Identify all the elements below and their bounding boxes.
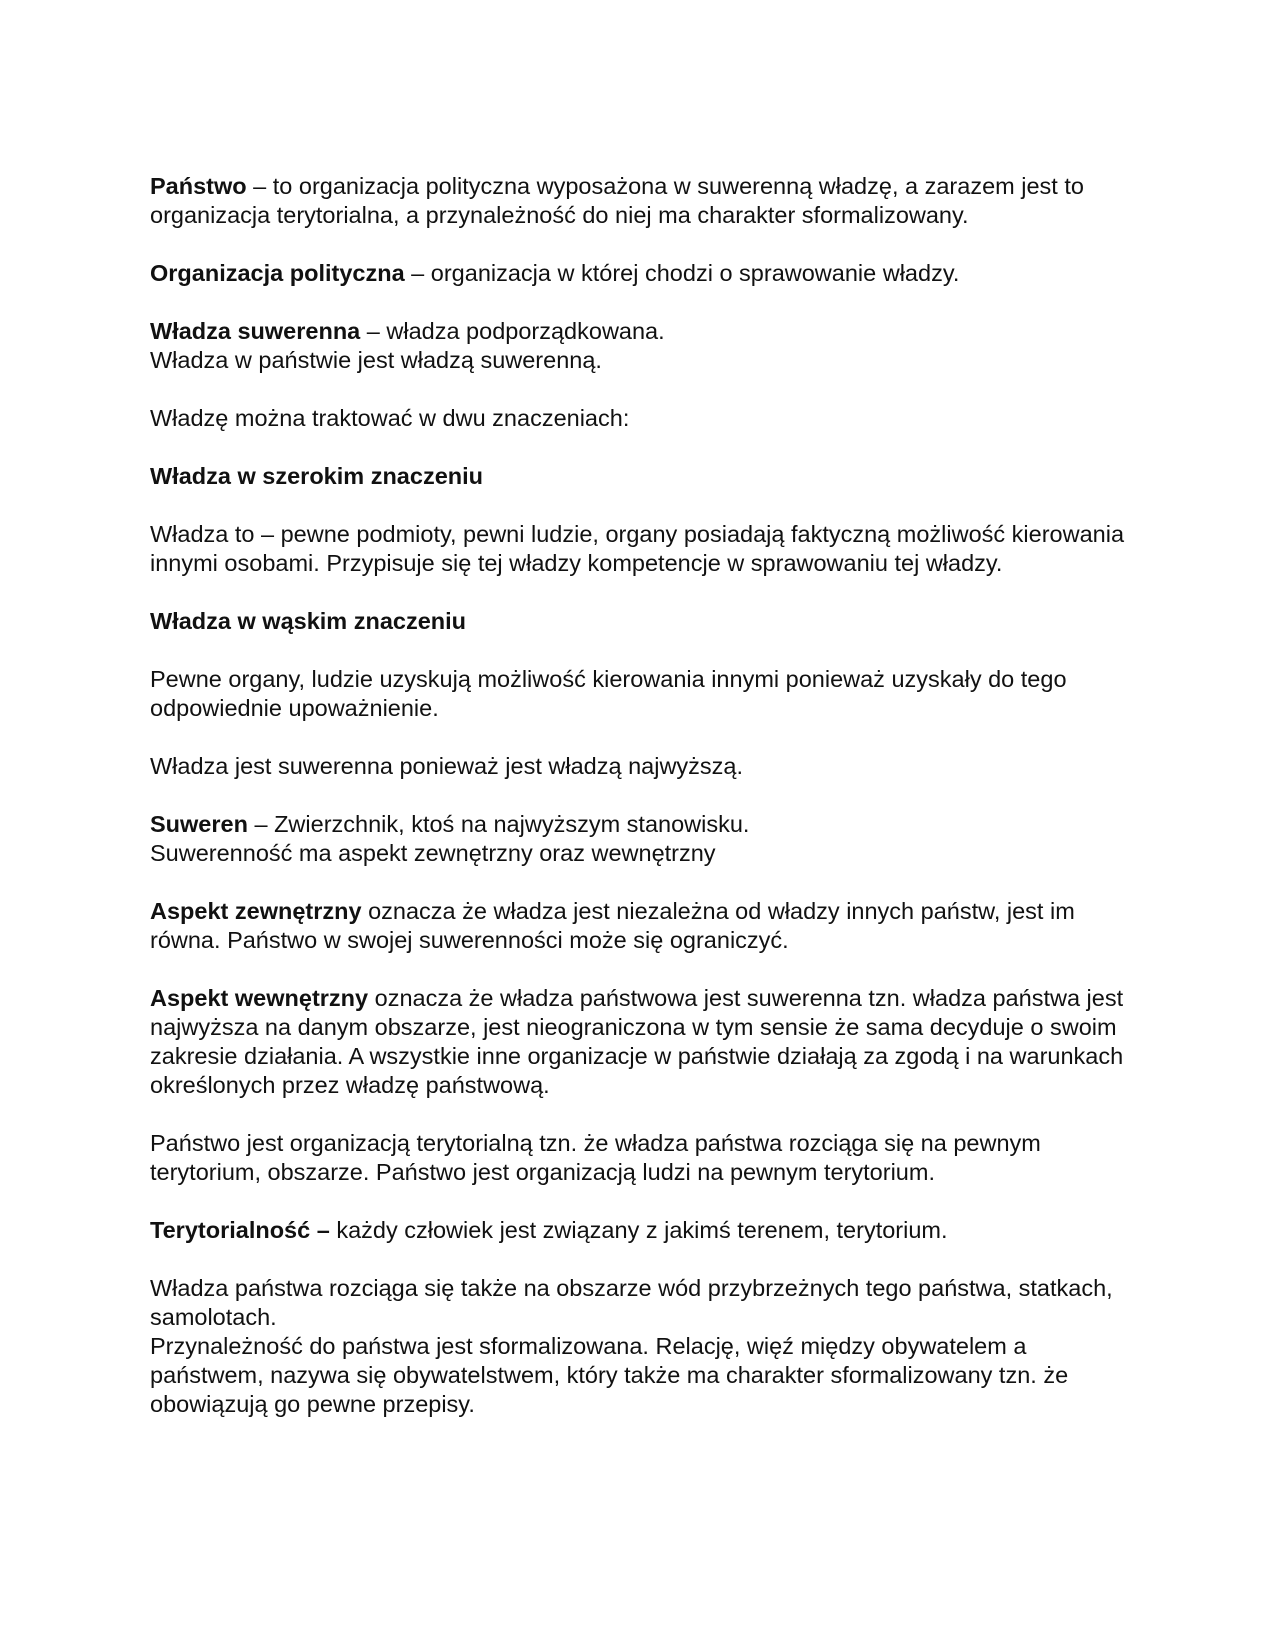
- heading-szerokie-znaczenie: Władza w szerokim znaczeniu: [150, 463, 484, 489]
- paragraph-aspekt-wewnetrzny: [150, 984, 1130, 1100]
- paragraph-wody-przybrzezne: Władza państwa rozciąga się także na obszarze wód przybrzeżnych tego państwa, statkach, samolotach.: [150, 1275, 1113, 1330]
- definition-organizacja-polityczna: – organizacja w której chodzi o sprawowanie władzy.: [404, 260, 960, 286]
- term-wladza-suwerenna: Władza suwerenna: [150, 318, 361, 344]
- paragraph-wladza-w-panstwie: Władza w państwie jest władzą suwerenną.: [150, 347, 602, 373]
- paragraph-wladza-suwerenna: [150, 317, 1130, 346]
- paragraph-organizacja-polityczna: [150, 259, 1130, 288]
- document-page: [150, 172, 1130, 1448]
- paragraph-wladza-najwyzsza: Władza jest suwerenna ponieważ jest władzą najwyższą.: [150, 753, 744, 779]
- paragraph-dwa-znaczenia: Władzę można traktować w dwu znaczeniach:: [150, 405, 630, 431]
- paragraph-pewne-organy: Pewne organy, ludzie uzyskują możliwość kierowania innymi ponieważ uzyskały do tego odpowiednie upoważnienie.: [150, 666, 1067, 721]
- paragraph-aspekt-zewnetrzny: [150, 897, 1130, 955]
- term-aspekt-zewnetrzny: Aspekt zewnętrzny: [150, 898, 362, 924]
- paragraph-suwerennosc-aspekt: Suwerenność ma aspekt zewnętrzny oraz wewnętrzny: [150, 840, 716, 866]
- term-panstwo: Państwo: [150, 173, 247, 199]
- definition-aspekt-zewnetrzny: oznacza że władza jest niezależna od władzy innych państw, jest im równa. Państwo w swojej suwerenności może się ograniczyć.: [150, 898, 1075, 953]
- definition-terytorialnosc: każdy człowiek jest związany z jakimś terenem, terytorium.: [329, 1217, 948, 1243]
- term-suweren: Suweren: [150, 811, 248, 837]
- definition-panstwo: – to organizacja polityczna wyposażona w suwerenną władzę, a zarazem jest to organizacja terytorialna, a przynależność do niej ma charakter sformalizowany.: [150, 173, 1084, 228]
- heading-waskie-znaczenie: Władza w wąskim znaczeniu: [150, 608, 467, 634]
- paragraph-obywatelstwo: Przynależność do państwa jest sformalizowana. Relację, więź między obywatelem a państwem, nazywa się obywatelstwem, który także ma charakter sformalizowany tzn. że obowiązują go pewne przepisy.: [150, 1333, 1069, 1417]
- definition-wladza-suwerenna: – władza podporządkowana.: [360, 318, 665, 344]
- paragraph-suweren: [150, 810, 1130, 839]
- term-terytorialnosc: Terytorialność –: [150, 1217, 330, 1243]
- term-aspekt-wewnetrzny: Aspekt wewnętrzny: [150, 985, 369, 1011]
- paragraph-panstwo: [150, 172, 1130, 230]
- paragraph-wladza-to: Władza to – pewne podmioty, pewni ludzie, organy posiadają faktyczną możliwość kierowania innymi osobami. Przypisuje się tej władzy kompetencje w sprawowaniu tej władzy.: [150, 521, 1125, 576]
- definition-aspekt-wewnetrzny: oznacza że władza państwowa jest suwerenna tzn. władza państwa jest najwyższa na danym obszarze, jest nieograniczona w tym sensie że sama decyduje o swoim zakresie działania. A wszystkie inne organizacje w państwie działają za zgodą i na warunkach określonych przez władzę państwową.: [150, 985, 1124, 1098]
- paragraph-organizacja-terytorialna: Państwo jest organizacją terytorialną tzn. że władza państwa rozciąga się na pewnym terytorium, obszarze. Państwo jest organizacją ludzi na pewnym terytorium.: [150, 1130, 1041, 1185]
- paragraph-terytorialnosc: [150, 1216, 1130, 1245]
- term-organizacja-polityczna: Organizacja polityczna: [150, 260, 405, 286]
- definition-suweren: – Zwierzchnik, ktoś na najwyższym stanowisku.: [247, 811, 750, 837]
